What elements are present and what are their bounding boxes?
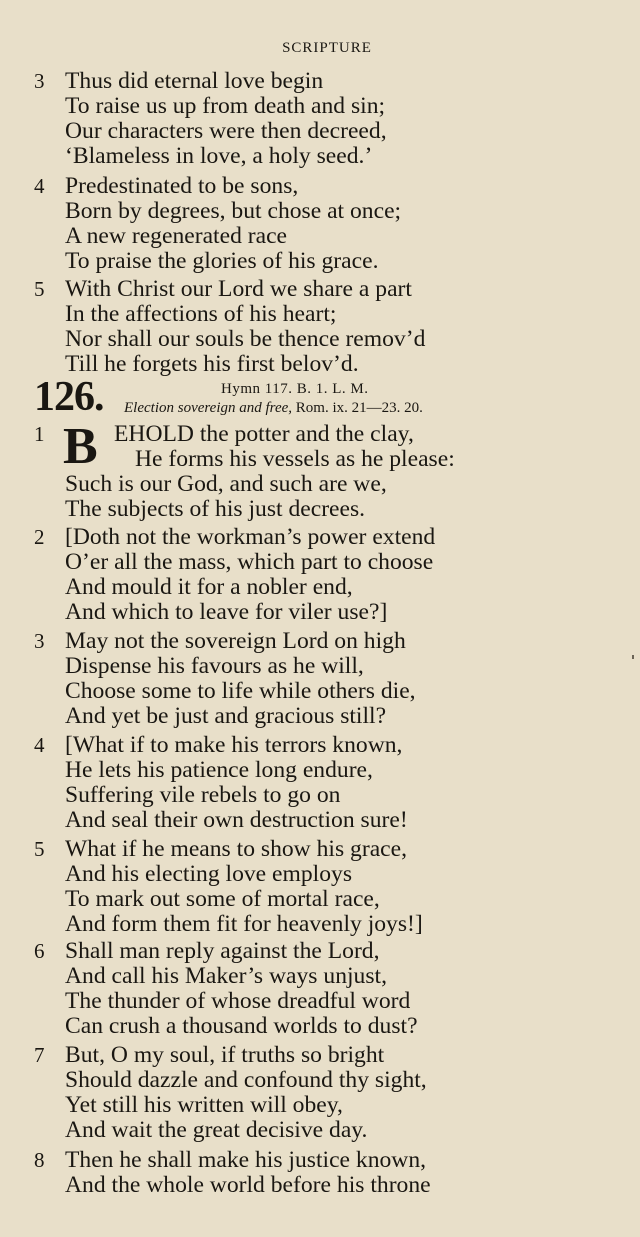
hymn-subject-scripture-ref: Rom. ix. 21—23. 20. xyxy=(292,400,423,416)
hymn-subject xyxy=(124,400,423,417)
line-text: Dispense his favours as he will, xyxy=(65,653,364,679)
line-text: And the whole world before his throne xyxy=(65,1172,431,1198)
line-text: He lets his patience long endure, xyxy=(65,757,373,783)
line-text: But, O my soul, if truths so bright xyxy=(65,1042,385,1068)
line-text: Thus did eternal love begin xyxy=(65,68,324,94)
line-text: A new regenerated race xyxy=(65,223,288,249)
stanza-line xyxy=(34,679,634,704)
stanza-number: 4 xyxy=(34,733,45,757)
running-head: SCRIPTURE xyxy=(282,40,372,56)
stanza-line xyxy=(34,224,634,249)
stanza-line xyxy=(34,629,634,654)
line-text: Nor shall our souls be thence remov’d xyxy=(65,326,426,352)
line-text: May not the sovereign Lord on high xyxy=(65,628,406,654)
stanza-line xyxy=(34,1043,634,1068)
prev-stanza-5 xyxy=(34,277,634,377)
stanza-line xyxy=(34,939,634,964)
stanza-line xyxy=(34,69,634,94)
hymn-stanza-3 xyxy=(34,629,634,729)
line-text: Such is our God, and such are we, xyxy=(65,471,387,497)
stanza-line xyxy=(34,119,634,144)
stanza-number: 5 xyxy=(34,277,45,301)
stanza-line xyxy=(34,704,634,729)
stanza-number: 8 xyxy=(34,1148,45,1172)
line-text: The thunder of whose dreadful word xyxy=(65,988,411,1014)
stanza-line xyxy=(34,525,634,550)
stanza-line xyxy=(34,1068,634,1093)
line-text: In the affections of his heart; xyxy=(65,301,337,327)
stanza-line xyxy=(34,912,634,937)
line-text: Should dazzle and confound thy sight, xyxy=(65,1067,427,1093)
line-text: To mark out some of mortal race, xyxy=(65,886,380,912)
hymn-stanza-2 xyxy=(34,525,634,625)
line-text: Then he shall make his justice known, xyxy=(65,1147,427,1173)
stanza-number: 4 xyxy=(34,174,45,198)
hymn-stanza-6 xyxy=(34,939,634,1039)
hymn-stanza-1 xyxy=(34,418,634,522)
stanza-line xyxy=(34,575,634,600)
stanza-line xyxy=(34,887,634,912)
line-text: Born by degrees, but chose at once; xyxy=(65,198,402,224)
line-text: And mould it for a nobler end, xyxy=(65,574,353,600)
stanza-number: 3 xyxy=(34,629,45,653)
stanza-number: 7 xyxy=(34,1043,45,1067)
stanza-line xyxy=(34,1093,634,1118)
stanza-number: 5 xyxy=(34,837,45,861)
line-text: With Christ our Lord we share a part xyxy=(65,276,412,302)
stanza-line xyxy=(34,497,634,522)
prev-stanza-4 xyxy=(34,174,634,274)
stanza-line xyxy=(34,199,634,224)
stanza-line xyxy=(34,1118,634,1143)
stanza-line xyxy=(34,808,634,833)
line-text: Shall man reply against the Lord, xyxy=(65,938,380,964)
stanza-line xyxy=(34,783,634,808)
hymn-subject-title: Election sovereign and free, xyxy=(124,400,293,416)
drop-cap: B xyxy=(63,418,98,475)
stanza-line xyxy=(34,964,634,989)
line-text: Yet still his written will obey, xyxy=(65,1092,343,1118)
stanza-line xyxy=(34,600,634,625)
line-text: And yet be just and gracious still? xyxy=(65,703,387,729)
hymn-stanza-7 xyxy=(34,1043,634,1143)
line-text: EHOLD the potter and the clay, xyxy=(114,421,414,447)
prev-stanza-3 xyxy=(34,69,634,169)
line-text: And call his Maker’s ways unjust, xyxy=(65,963,387,989)
stanza-line xyxy=(34,550,634,575)
line-text: And form them fit for heavenly joys!] xyxy=(65,911,423,937)
line-text: The subjects of his just decrees. xyxy=(65,496,366,522)
stanza-line xyxy=(34,249,634,274)
paper-speck xyxy=(632,655,634,659)
line-text: And wait the great decisive day. xyxy=(65,1117,368,1143)
stanza-line xyxy=(34,733,634,758)
line-text: And seal their own destruction sure! xyxy=(65,807,408,833)
stanza-line xyxy=(34,447,634,472)
line-text: And which to leave for viler use?] xyxy=(65,599,388,625)
hymn-stanza-8 xyxy=(34,1148,634,1198)
line-text: Choose some to life while others die, xyxy=(65,678,416,704)
line-text: O’er all the mass, which part to choose xyxy=(65,549,434,575)
stanza-number: 6 xyxy=(34,939,45,963)
stanza-line xyxy=(34,472,634,497)
stanza-line xyxy=(34,277,634,302)
stanza-line xyxy=(34,327,634,352)
line-text: What if he means to show his grace, xyxy=(65,836,408,862)
stanza-line xyxy=(34,174,634,199)
line-text: Can crush a thousand worlds to dust? xyxy=(65,1013,418,1039)
stanza-line xyxy=(34,352,634,377)
line-text: Till he forgets his first belov’d. xyxy=(65,351,359,377)
line-text: ‘Blameless in love, a holy seed.’ xyxy=(65,143,373,169)
line-text: To praise the glories of his grace. xyxy=(65,248,379,274)
stanza-line xyxy=(34,758,634,783)
stanza-line xyxy=(34,144,634,169)
stanza-line xyxy=(34,1014,634,1039)
stanza-line xyxy=(34,94,634,119)
stanza-line xyxy=(34,422,634,447)
stanza-number: 3 xyxy=(34,69,45,93)
stanza-line xyxy=(34,654,634,679)
line-text: He forms his vessels as he please: xyxy=(135,446,455,472)
stanza-line xyxy=(34,302,634,327)
stanza-line xyxy=(34,989,634,1014)
line-text: And his electing love employs xyxy=(65,861,353,887)
stanza-line xyxy=(34,1173,634,1198)
hymn-number: 126. xyxy=(34,374,104,420)
line-text: To raise us up from death and sin; xyxy=(65,93,386,119)
line-text: [What if to make his terrors known, xyxy=(65,732,403,758)
hymn-reference: Hymn 117. B. 1. L. M. xyxy=(221,381,369,397)
stanza-number: 2 xyxy=(34,525,45,549)
stanza-line xyxy=(34,1148,634,1173)
hymn-heading xyxy=(34,374,634,420)
line-text: [Doth not the workman’s power extend xyxy=(65,524,436,550)
hymn-stanza-4 xyxy=(34,733,634,833)
line-text: Predestinated to be sons, xyxy=(65,173,299,199)
stanza-line xyxy=(34,837,634,862)
line-text: Suffering vile rebels to go on xyxy=(65,782,341,808)
hymn-stanza-5 xyxy=(34,837,634,937)
line-text: Our characters were then decreed, xyxy=(65,118,387,144)
stanza-number: 1 xyxy=(34,422,45,446)
stanza-line xyxy=(34,862,634,887)
